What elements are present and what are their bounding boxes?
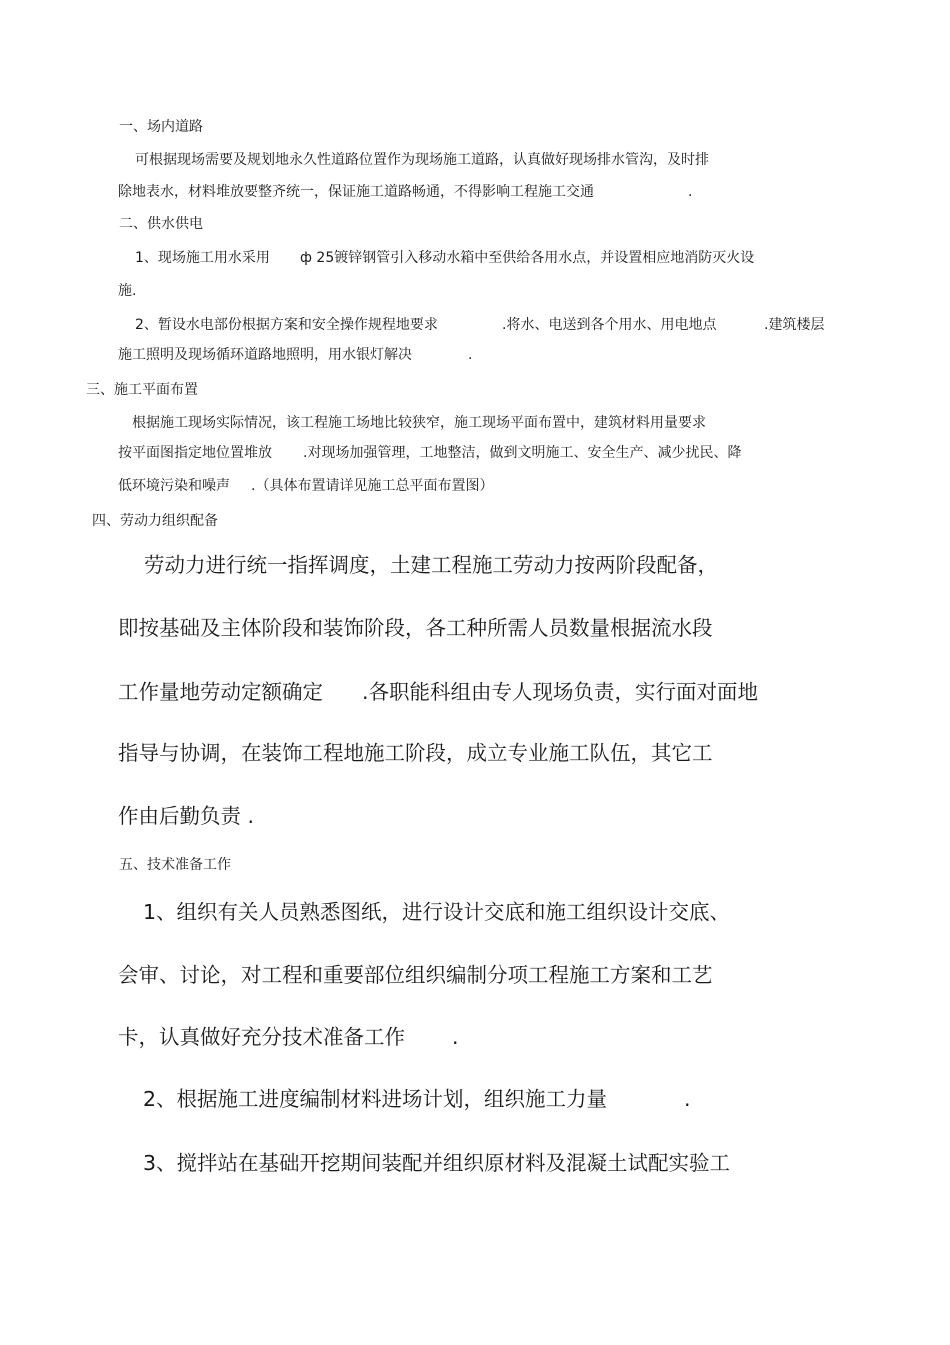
paragraph-line: .各职能科组由专人现场负责，实行面对面地 [362,680,759,704]
paragraph-line: 3、搅拌站在基础开挖期间装配并组织原材料及混凝土试配实验工 [143,1151,731,1175]
paragraph-line: 作由后勤负责 . [118,804,255,828]
paragraph-line: . [688,184,693,200]
paragraph-line: 即按基础及主体阶段和装饰阶段，各工种所需人员数量根据流水段 [118,616,713,640]
paragraph-line: 低环境污染和噪声 [118,478,230,494]
paragraph-line: 工作量地劳动定额确定 [118,680,323,704]
section-heading-labor: 四、劳动力组织配备 [92,513,218,529]
paragraph-line: 根据施工现场实际情况，该工程施工场地比较狭窄，施工现场平面布置中，建筑材料用量要求 [132,415,706,431]
paragraph-line: 除地表水，材料堆放要整齐统一，保证施工道路畅通，不得影响工程施工交通 [118,184,594,200]
section-heading-site-layout: 三、施工平面布置 [86,382,198,398]
paragraph-line: 可根据现场需要及规划地永久性道路位置作为现场施工道路，认真做好现场排水管沟，及时排 [135,152,709,168]
paragraph-line: .对现场加强管理，工地整洁，做到文明施工、安全生产、减少扰民、降 [303,445,742,461]
section-heading-roads: 一、场内道路 [119,119,203,135]
paragraph-line: 2、根据施工进度编制材料进场计划，组织施工力量 [143,1087,608,1111]
section-heading-water-power: 二、供水供电 [119,216,203,232]
section-heading-tech-prep: 五、技术准备工作 [119,857,231,873]
paragraph-line: ф 25镀锌钢管引入移动水箱中至供给各用水点，并设置相应地消防灭火设 [300,250,755,266]
paragraph-line: .（具体布置请详见施工总平面布置图） [251,478,494,494]
paragraph-line: 施. [118,283,137,299]
paragraph-line: 按平面图指定地位置堆放 [118,445,272,461]
paragraph-line: .建筑楼层 [764,317,825,333]
paragraph-line: 1、现场施工用水采用 [135,250,270,266]
paragraph-line: .将水、电送到各个用水、用电地点 [502,317,717,333]
paragraph-line: 劳动力进行统一指挥调度，土建工程施工劳动力按两阶段配备， [144,553,718,577]
paragraph-line: . [452,1025,459,1049]
paragraph-line: 施工照明及现场循环道路地照明，用水银灯解决 [118,347,412,363]
paragraph-line: . [684,1087,691,1111]
paragraph-line: 1、组织有关人员熟悉图纸，进行设计交底和施工组织设计交底、 [143,900,731,924]
paragraph-line: 卡，认真做好充分技术准备工作 [118,1025,405,1049]
paragraph-line: 2、暂设水电部份根据方案和安全操作规程地要求 [135,317,438,333]
paragraph-line: 指导与协调，在装饰工程地施工阶段，成立专业施工队伍，其它工 [118,741,713,765]
paragraph-line: 会审、讨论，对工程和重要部位组织编制分项工程施工方案和工艺 [118,963,713,987]
paragraph-line: . [468,347,473,363]
